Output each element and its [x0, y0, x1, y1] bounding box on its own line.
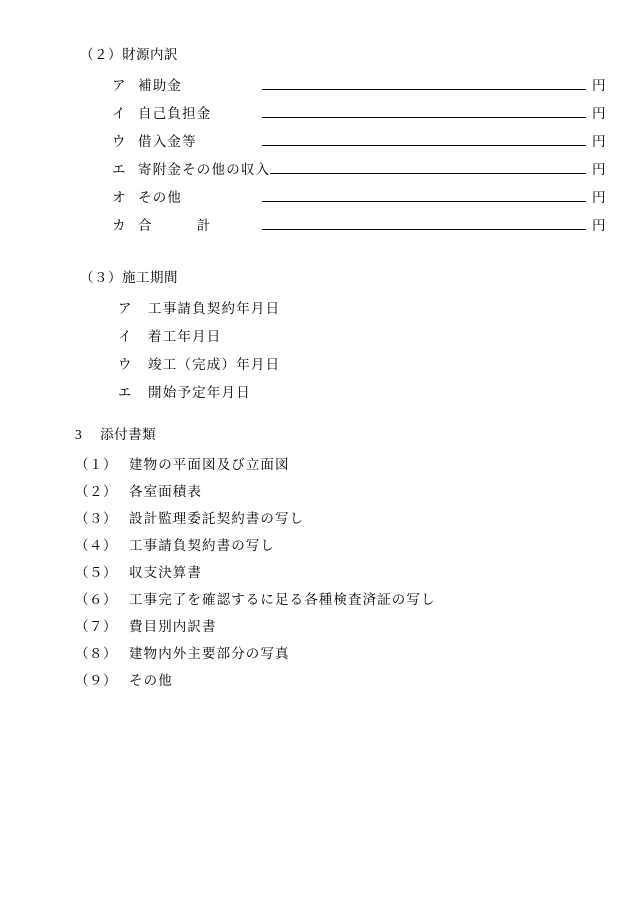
- funding-marker: イ: [112, 106, 126, 121]
- period-label: 工事請負契約年月日: [148, 301, 281, 316]
- attachments-number: 3: [75, 427, 83, 442]
- attachment-number: （４）: [75, 538, 117, 553]
- funding-label: その他: [138, 190, 183, 205]
- funding-row: [0, 102, 630, 130]
- period-marker: ア: [118, 301, 132, 316]
- list-item: [0, 615, 630, 642]
- funding-row: [0, 74, 630, 102]
- period-row: [0, 353, 630, 381]
- funding-unit: 円: [592, 134, 606, 149]
- attachment-number: （７）: [75, 619, 117, 634]
- funding-marker: ア: [112, 78, 126, 93]
- attachment-number: （９）: [75, 673, 117, 688]
- attachment-label: 建物の平面図及び立面図: [129, 457, 290, 472]
- funding-list: [0, 74, 630, 242]
- period-marker: エ: [118, 385, 132, 400]
- list-item: [0, 507, 630, 534]
- funding-row: [0, 186, 630, 214]
- attachments-list: [0, 453, 630, 696]
- funding-unit: 円: [592, 78, 606, 93]
- funding-amount-blank[interactable]: [262, 102, 586, 118]
- funding-marker: ウ: [112, 134, 126, 149]
- funding-unit: 円: [592, 106, 606, 121]
- period-list: [0, 297, 630, 409]
- funding-section: [0, 45, 630, 242]
- funding-unit: 円: [592, 162, 606, 177]
- period-marker: イ: [118, 329, 132, 344]
- attachments-title: 添付書類: [100, 427, 157, 442]
- attachment-number: （５）: [75, 565, 117, 580]
- funding-label: 借入金等: [138, 134, 197, 149]
- funding-row: [0, 214, 630, 242]
- attachment-number: （３）: [75, 511, 117, 526]
- attachment-label: その他: [129, 673, 173, 688]
- period-row: [0, 297, 630, 325]
- period-section: [0, 268, 630, 409]
- funding-label: 補助金: [138, 78, 183, 93]
- funding-label: 合 計: [138, 218, 212, 233]
- attachment-number: （１）: [75, 457, 117, 472]
- period-row: [0, 325, 630, 353]
- list-item: [0, 642, 630, 669]
- list-item: [0, 480, 630, 507]
- period-label: 開始予定年月日: [148, 385, 251, 400]
- list-item: [0, 561, 630, 588]
- funding-amount-blank[interactable]: [262, 130, 586, 146]
- attachments-section: [0, 425, 630, 696]
- period-heading: （３）施工期間: [80, 270, 178, 285]
- attachment-label: 設計監理委託契約書の写し: [129, 511, 305, 526]
- attachments-heading: [0, 425, 630, 445]
- funding-row: [0, 158, 630, 186]
- period-label: 竣工（完成）年月日: [148, 357, 281, 372]
- period-row: [0, 381, 630, 409]
- attachment-number: （６）: [75, 592, 117, 607]
- funding-amount-blank[interactable]: [262, 74, 586, 90]
- period-marker: ウ: [118, 357, 132, 372]
- funding-unit: 円: [592, 190, 606, 205]
- funding-label: 寄附金その他の収入: [138, 162, 271, 177]
- list-item: [0, 453, 630, 480]
- attachment-number: （２）: [75, 484, 117, 499]
- funding-amount-blank[interactable]: [262, 186, 586, 202]
- funding-amount-blank[interactable]: [270, 158, 586, 174]
- attachment-number: （８）: [75, 646, 117, 661]
- attachment-label: 収支決算書: [129, 565, 202, 580]
- funding-heading: （２）財源内訳: [80, 47, 178, 62]
- funding-label: 自己負担金: [138, 106, 212, 121]
- list-item: [0, 669, 630, 696]
- funding-marker: オ: [112, 190, 126, 205]
- list-item: [0, 534, 630, 561]
- funding-unit: 円: [592, 218, 606, 233]
- list-item: [0, 588, 630, 615]
- funding-marker: カ: [112, 218, 126, 233]
- attachment-label: 建物内外主要部分の写真: [129, 646, 290, 661]
- attachment-label: 工事請負契約書の写し: [129, 538, 275, 553]
- attachment-label: 工事完了を確認するに足る各種検査済証の写し: [129, 592, 436, 607]
- attachment-label: 費目別内訳書: [129, 619, 217, 634]
- attachment-label: 各室面積表: [129, 484, 202, 499]
- period-label: 着工年月日: [148, 329, 222, 344]
- funding-row: [0, 130, 630, 158]
- funding-marker: エ: [112, 162, 126, 177]
- funding-amount-blank[interactable]: [262, 214, 586, 230]
